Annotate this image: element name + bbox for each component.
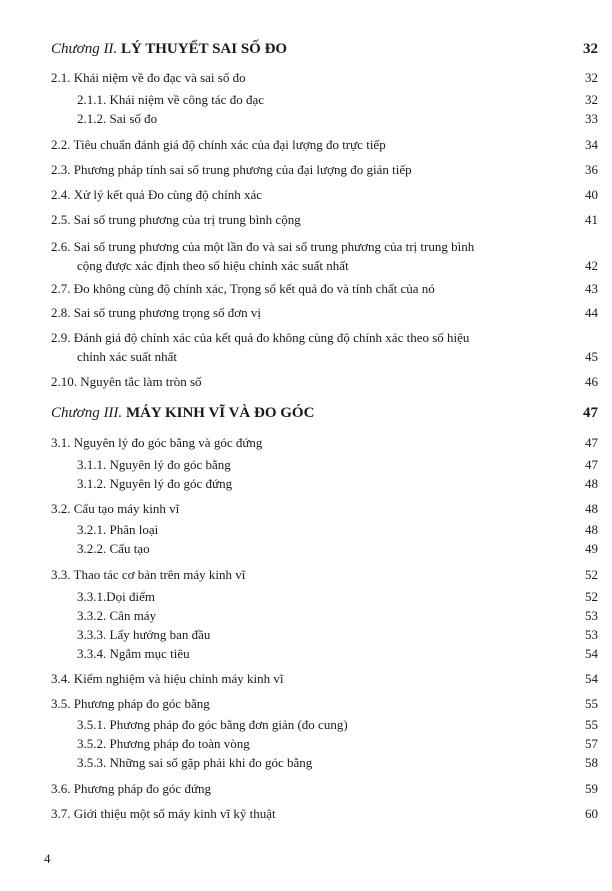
toc-entry-title <box>77 606 156 625</box>
toc-entry-text: 3.5.2. Phương pháp đo toàn vòng <box>77 736 250 751</box>
chapter-title: LÝ THUYẾT SAI SỐ ĐO <box>120 41 288 57</box>
toc-entry-title <box>51 68 246 87</box>
toc-entry-text: 3.1.2. Nguyên lý đo góc đứng <box>77 476 233 491</box>
toc-page-number: 58 <box>585 755 598 770</box>
toc-entry-text: 3.3. Thao tác cơ bản trên máy kinh vĩ <box>51 567 246 582</box>
toc-page-number: 47 <box>585 435 598 450</box>
toc-entry-title <box>77 474 232 493</box>
toc-entry-text: 3.5. Phương pháp đo góc bằng <box>51 696 210 711</box>
toc-entry-title <box>77 587 155 606</box>
toc-entry-title <box>51 279 435 298</box>
toc-entry-title <box>77 734 250 753</box>
toc-entry-title <box>51 694 210 713</box>
toc-entry-text: 3.4. Kiểm nghiệm và hiệu chỉnh máy kinh vĩ <box>51 671 284 686</box>
toc-page-number: 55 <box>585 696 598 711</box>
toc-entry-text: 2.8. Sai số trung phương trọng số đơn vị <box>51 305 262 320</box>
toc-entry-title <box>51 210 301 229</box>
toc-entry-text: 2.1. Khái niệm về đo đạc và sai số đo <box>51 70 246 85</box>
toc-entry-text: 2.6. Sai số trung phương của một lần đo và sai số trung phương của trị trung bình <box>51 239 475 254</box>
toc-entry-text: 3.2.2. Cấu tạo <box>77 541 150 556</box>
toc-entry-title <box>77 625 210 644</box>
toc-entry-title <box>51 237 474 275</box>
toc-entry-title <box>51 185 262 204</box>
toc-entry-text: 3.1. Nguyên lý đo góc bằng và góc đứng <box>51 435 263 450</box>
toc-page-number: 33 <box>585 111 598 126</box>
toc-entry-title <box>51 40 287 59</box>
page-number: 4 <box>44 851 51 866</box>
toc-page-number: 52 <box>585 589 598 604</box>
toc-page-number: 53 <box>585 627 598 642</box>
toc-entry-title <box>51 372 202 391</box>
toc-page-number: 32 <box>585 92 598 107</box>
toc-entry-title <box>51 565 245 584</box>
chapter-title: MÁY KINH VĨ VÀ ĐO GÓC <box>125 405 315 421</box>
toc-entry-text: 2.4. Xử lý kết quả Đo cùng độ chính xác <box>51 187 263 202</box>
toc-page-number: 54 <box>585 646 598 661</box>
toc-entry-text: 3.1.1. Nguyên lý đo góc bằng <box>77 457 231 472</box>
toc-page-number: 52 <box>585 567 598 582</box>
toc-entry-title <box>77 539 150 558</box>
toc-entry-text: 2.3. Phương pháp tính sai số trung phương của đại lượng đo gián tiếp <box>51 162 412 177</box>
toc-page-number: 57 <box>585 736 598 751</box>
toc-entry-text: 3.3.3. Lấy hướng ban đầu <box>77 627 211 642</box>
toc-page-number: 47 <box>585 457 598 472</box>
toc-page-number: 43 <box>585 281 598 296</box>
toc-entry-text: 3.3.2. Cân máy <box>77 608 157 623</box>
toc-entry-title <box>77 520 158 539</box>
toc-page-number: 32 <box>585 70 598 85</box>
toc-entry-title <box>77 455 231 474</box>
toc-entry-text: 3.2. Cấu tạo máy kinh vĩ <box>51 501 180 516</box>
toc-entry-title <box>51 499 179 518</box>
toc-entry-title <box>51 669 284 688</box>
toc-entry-text-continuation: chỉnh xác suất nhất <box>77 349 177 364</box>
toc-page-number: 45 <box>585 349 598 364</box>
toc-page-number: 34 <box>585 137 598 152</box>
toc-entry-title <box>77 90 264 109</box>
toc-page-number: 48 <box>585 522 598 537</box>
toc-entry-title <box>51 303 261 322</box>
chapter-label: Chương III. <box>51 405 123 421</box>
toc-entry-text: 2.10. Nguyên tắc làm tròn số <box>51 374 202 389</box>
toc-entry-text: 3.5.1. Phương pháp đo góc bằng đơn giản (đo cung) <box>77 717 348 732</box>
toc-entry-title <box>51 160 412 179</box>
toc-entry-title <box>51 404 314 423</box>
toc-page-number: 41 <box>585 212 598 227</box>
toc-page-number: 54 <box>585 671 598 686</box>
toc-page-number: 46 <box>585 374 598 389</box>
toc-page-number: 32 <box>583 41 598 57</box>
toc-page-number: 48 <box>585 501 598 516</box>
toc-entry-text: 2.5. Sai số trung phương của trị trung bình cộng <box>51 212 301 227</box>
toc-entry-text: 2.2. Tiêu chuẩn đánh giá độ chính xác của đại lượng đo trực tiếp <box>51 137 386 152</box>
toc-entry-title <box>51 328 469 366</box>
toc-entry-text-continuation: cộng được xác định theo số hiệu chỉnh xác suất nhất <box>77 258 349 273</box>
toc-page-number: 60 <box>585 806 598 821</box>
toc-page-number: 42 <box>585 258 598 273</box>
toc-entry-title <box>51 433 262 452</box>
toc-page-number: 59 <box>585 781 598 796</box>
toc-page-number: 48 <box>585 476 598 491</box>
toc-entry-text: 2.7. Đo không cùng độ chính xác, Trọng số kết quả đo và tính chất của nó <box>51 281 435 296</box>
toc-entry-text: 3.6. Phương pháp đo góc đứng <box>51 781 211 796</box>
toc-page-number: 36 <box>585 162 598 177</box>
toc-entry-text: 3.3.4. Ngắm mục tiêu <box>77 646 190 661</box>
toc-entry-text: 3.5.3. Những sai số gặp phải khi đo góc bằng <box>77 755 313 770</box>
toc-entry-text: 3.7. Giới thiệu một số máy kinh vĩ kỹ thuật <box>51 806 276 821</box>
toc-page-number: 55 <box>585 717 598 732</box>
toc-entry-text: 2.1.2. Sai số đo <box>77 111 158 126</box>
toc-entry-title <box>51 135 386 154</box>
toc-page-number: 53 <box>585 608 598 623</box>
toc-entry-text: 3.3.1.Dọi điểm <box>77 589 155 604</box>
toc-page-number: 49 <box>585 541 598 556</box>
toc-entry-text: 3.2.1. Phân loại <box>77 522 159 537</box>
toc-entry-title <box>51 804 276 823</box>
toc-page-number: 40 <box>585 187 598 202</box>
toc-entry-title <box>77 644 190 663</box>
chapter-label: Chương II. <box>51 41 118 57</box>
toc-entry-title <box>77 753 312 772</box>
toc-page-number: 47 <box>583 405 598 421</box>
toc-entry-title <box>77 109 157 128</box>
toc-entry-text: 2.9. Đánh giá độ chính xác của kết quả đo không cùng độ chính xác theo số hiệu <box>51 330 470 345</box>
toc-entry-title <box>77 715 348 734</box>
toc-entry-title <box>51 779 211 798</box>
toc-entry-text: 2.1.1. Khái niệm về công tác đo đạc <box>77 92 264 107</box>
toc-page-number: 44 <box>585 305 598 320</box>
